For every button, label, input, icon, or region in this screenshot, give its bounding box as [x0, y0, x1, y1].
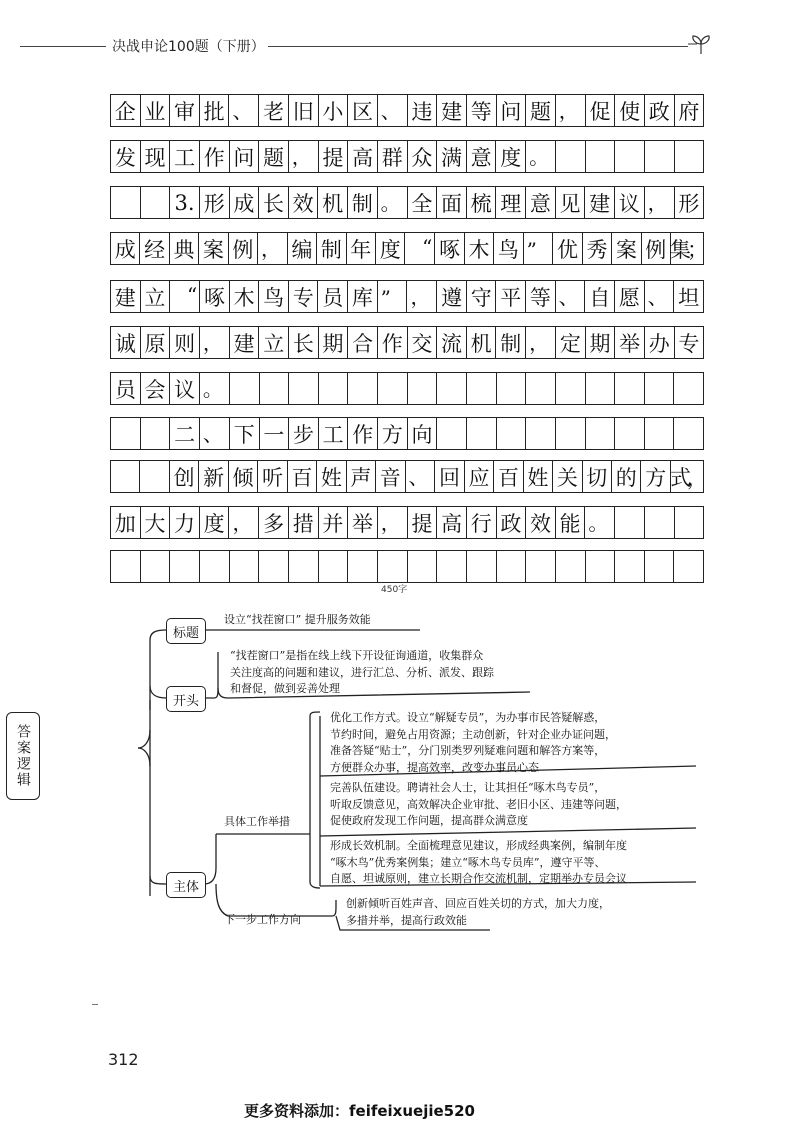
branch-intro-box: 开头: [166, 686, 206, 712]
grid-cell: [496, 372, 527, 405]
grid-cell: 诚: [110, 326, 141, 359]
grid-cell: 促: [585, 94, 616, 127]
grid-cell: 会: [140, 372, 171, 405]
grid-cell: 作: [199, 140, 230, 173]
grid-cell: [110, 460, 140, 493]
grid-cell: 提: [407, 506, 438, 539]
grid-cell: ，: [555, 94, 586, 127]
grid-cell: [614, 506, 645, 539]
grid-cell: 交: [407, 326, 438, 359]
grid-cell: 创: [169, 460, 199, 493]
grid-cell: 老: [258, 94, 289, 127]
grid-cell: 审: [169, 94, 200, 127]
grid-cell: 专: [674, 326, 705, 359]
grid-cell: 、: [228, 94, 259, 127]
grid-cell: [525, 417, 556, 450]
grid-cell: [229, 372, 260, 405]
sprout-icon: [688, 32, 714, 56]
grid-cell: 多: [258, 506, 289, 539]
grid-cell: 能: [555, 506, 586, 539]
grid-cell: [555, 550, 586, 583]
grid-cell: [466, 417, 497, 450]
grid-cell: ，: [288, 140, 319, 173]
grid-cell: 群: [377, 140, 408, 173]
grid-cell: 提: [318, 140, 349, 173]
grid-cell: 集；: [670, 232, 704, 265]
grid-cell: 方: [377, 417, 408, 450]
grid-row: [110, 326, 704, 359]
grid-cell: [555, 140, 586, 173]
grid-cell: 愿: [614, 280, 645, 313]
grid-cell: [110, 550, 141, 583]
grid-cell: 度: [199, 506, 230, 539]
grid-cell: 合: [347, 326, 378, 359]
grid-cell: 木: [464, 232, 494, 265]
grid-cell: ，: [257, 232, 288, 265]
grid-cell: [614, 372, 645, 405]
grid-cell: 长: [258, 186, 289, 219]
grid-cell: 高: [436, 506, 467, 539]
grid-cell: 流: [436, 326, 467, 359]
grid-cell: 声: [346, 460, 376, 493]
grid-row: [110, 460, 704, 493]
grid-cell: 。: [377, 186, 408, 219]
grid-cell: [140, 550, 171, 583]
grid-cell: 经: [139, 232, 169, 265]
measure-1-text: 优化工作方式。设立“解疑专员”，为办事市民答疑解惑， 节约时间，避免占用资源；主动创新，针对企业办证问题， 准备答疑“贴士”，分门别类罗列疑难问题和解答方案等， 方便群众办事，提高效率，改变办事员心态: [330, 711, 616, 774]
branch-title-box: 标题: [166, 618, 206, 644]
footer-note: 更多资料添加：feifeixuejie520: [244, 1102, 475, 1120]
grid-cell: 长: [288, 326, 319, 359]
grid-cell: [140, 417, 171, 450]
grid-cell: [585, 417, 616, 450]
grid-cell: [614, 550, 645, 583]
grid-cell: 优: [552, 232, 582, 265]
grid-cell: 建: [110, 280, 141, 313]
grid-cell: [466, 550, 497, 583]
grid-cell: 回: [434, 460, 464, 493]
grid-cell: [644, 417, 675, 450]
grid-cell: 平: [495, 280, 526, 313]
grid-cell: 建: [436, 94, 467, 127]
grid-cell: 典: [169, 232, 199, 265]
header-rule-left: [20, 46, 106, 47]
grid-cell: 步: [288, 417, 319, 450]
grid-cell: 成: [110, 232, 140, 265]
grid-cell: 见: [555, 186, 586, 219]
running-header: [0, 34, 800, 58]
grid-cell: 、: [555, 280, 586, 313]
grid-cell: 问: [496, 94, 527, 127]
grid-cell: [436, 372, 467, 405]
grid-cell: 遵: [436, 280, 467, 313]
grid-cell: 并: [318, 506, 349, 539]
grid-cell: 行: [466, 506, 497, 539]
grid-cell: 、: [405, 460, 436, 493]
grid-cell: 题: [525, 94, 556, 127]
grid-cell: ，: [406, 280, 437, 313]
grid-cell: [525, 372, 556, 405]
grid-cell: 员: [110, 372, 141, 405]
grid-cell: 则: [169, 326, 200, 359]
grid-cell: [496, 417, 527, 450]
grid-cell: 案: [198, 232, 228, 265]
grid-cell: [525, 550, 556, 583]
grid-cell: 3.: [169, 186, 200, 219]
grid-cell: [288, 372, 319, 405]
grid-cell: 违: [407, 94, 438, 127]
grid-row: [110, 506, 704, 539]
grid-cell: 效: [525, 506, 556, 539]
grid-cell: 下: [229, 417, 260, 450]
grid-cell: 制: [495, 326, 526, 359]
grid-cell: [674, 506, 705, 539]
grid-cell: 立: [258, 326, 289, 359]
grid-row: [110, 232, 704, 265]
grid-cell: 意: [466, 140, 497, 173]
grid-cell: [644, 550, 675, 583]
grid-cell: 批: [199, 94, 230, 127]
grid-cell: 举: [347, 506, 378, 539]
grid-cell: 议: [169, 372, 200, 405]
grid-cell: [169, 550, 200, 583]
grid-cell: 企: [110, 94, 141, 127]
grid-cell: [347, 550, 378, 583]
grid-cell: 案: [611, 232, 641, 265]
grid-cell: 旧: [288, 94, 319, 127]
grid-cell: [436, 550, 467, 583]
grid-cell: [673, 372, 704, 405]
grid-cell: ，: [525, 326, 556, 359]
grid-cell: 例: [228, 232, 258, 265]
grid-cell: 工: [169, 140, 200, 173]
grid-row: [110, 372, 704, 405]
grid-cell: 政: [496, 506, 527, 539]
specific-measures-label: 具体工作举措: [224, 815, 290, 828]
grid-cell: [585, 550, 616, 583]
grid-cell: 机: [466, 326, 497, 359]
grid-cell: 使: [614, 94, 645, 127]
grid-cell: ，: [377, 506, 408, 539]
grid-cell: 切: [582, 460, 612, 493]
grid-cell: 式，: [670, 460, 704, 493]
grid-cell: ”: [377, 280, 408, 313]
grid-cell: 。: [525, 140, 556, 173]
grid-cell: [140, 186, 171, 219]
grid-cell: 府: [674, 94, 705, 127]
grid-cell: 二: [169, 417, 200, 450]
grid-row: [110, 417, 704, 450]
grid-cell: 例: [641, 232, 671, 265]
grid-cell: 专: [288, 280, 319, 313]
grid-cell: 制: [347, 186, 378, 219]
grid-cell: 立: [140, 280, 171, 313]
grid-cell: ”: [523, 232, 554, 265]
grid-cell: “: [169, 280, 200, 313]
book-title: 决战申论100题（下册）: [112, 39, 265, 55]
grid-row: [110, 550, 704, 583]
grid-cell: 加: [110, 506, 141, 539]
grid-cell: [347, 372, 378, 405]
grid-cell: [673, 550, 704, 583]
next-direction-label: 下一步工作方向: [224, 913, 301, 926]
grid-cell: 力: [169, 506, 200, 539]
grid-cell: [496, 550, 527, 583]
grid-cell: [673, 417, 704, 450]
grid-cell: [644, 506, 675, 539]
grid-cell: [407, 550, 438, 583]
grid-cell: 的: [611, 460, 641, 493]
grid-cell: [555, 372, 586, 405]
grid-cell: 原: [140, 326, 171, 359]
grid-cell: ，: [199, 326, 230, 359]
grid-cell: [614, 140, 645, 173]
grid-cell: [139, 460, 169, 493]
grid-cell: ，: [644, 186, 675, 219]
title-text: 设立“找茬窗口” 提升服务效能: [224, 613, 371, 626]
grid-cell: 姓: [316, 460, 346, 493]
grid-cell: “: [404, 232, 435, 265]
grid-cell: ，: [228, 506, 259, 539]
grid-cell: 机: [317, 186, 348, 219]
grid-cell: 一: [259, 417, 290, 450]
grid-cell: 制: [316, 232, 346, 265]
grid-cell: 员: [317, 280, 348, 313]
grid-cell: 编: [287, 232, 317, 265]
grid-cell: 听: [257, 460, 287, 493]
grid-cell: [288, 550, 319, 583]
grid-cell: 鸟: [258, 280, 289, 313]
grid-cell: [258, 550, 289, 583]
grid-cell: 年: [346, 232, 376, 265]
grid-cell: 。: [584, 506, 615, 539]
grid-cell: 高: [347, 140, 378, 173]
grid-row: [110, 94, 704, 127]
grid-cell: 向: [407, 417, 438, 450]
grid-cell: 效: [288, 186, 319, 219]
grid-cell: [436, 417, 467, 450]
grid-cell: [407, 372, 438, 405]
grid-cell: 木: [229, 280, 260, 313]
grid-cell: [377, 550, 408, 583]
grid-cell: [259, 372, 290, 405]
grid-row: [110, 140, 704, 173]
grid-cell: 议: [614, 186, 645, 219]
grid-cell: 、: [377, 94, 408, 127]
grid-cell: 面: [436, 186, 467, 219]
grid-cell: 题: [258, 140, 289, 173]
grid-cell: 音: [375, 460, 405, 493]
grid-cell: [644, 372, 675, 405]
next-direction-text: 创新倾听百姓声音、回应百姓关切的方式，加大力度， 多措并举，提高行政效能: [346, 897, 610, 927]
grid-cell: 大: [140, 506, 171, 539]
grid-cell: [466, 372, 497, 405]
grid-cell: 现: [140, 140, 171, 173]
grid-cell: 理: [495, 186, 526, 219]
grid-cell: [585, 372, 616, 405]
grid-cell: [377, 372, 408, 405]
grid-cell: 区: [347, 94, 378, 127]
grid-cell: [585, 140, 616, 173]
grid-cell: [674, 140, 705, 173]
grid-cell: 形: [199, 186, 230, 219]
grid-cell: 满: [436, 140, 467, 173]
grid-cell: [229, 550, 260, 583]
grid-cell: 举: [614, 326, 645, 359]
grid-cell: 、: [644, 280, 675, 313]
grid-cell: [110, 417, 141, 450]
word-count: 450字: [381, 585, 408, 595]
grid-cell: [614, 417, 645, 450]
grid-cell: 全: [407, 186, 438, 219]
grid-row: [110, 280, 704, 313]
branch-body-box: 主体: [166, 872, 206, 898]
grid-cell: 定: [555, 326, 586, 359]
grid-cell: 守: [466, 280, 497, 313]
answer-logic-root: 答案逻辑: [6, 712, 40, 800]
grid-cell: [110, 186, 141, 219]
grid-cell: 成: [229, 186, 260, 219]
grid-cell: 期: [318, 326, 349, 359]
grid-cell: 问: [229, 140, 260, 173]
grid-cell: [318, 550, 349, 583]
grid-cell: 众: [407, 140, 438, 173]
grid-cell: 坦: [673, 280, 704, 313]
grid-cell: 百: [493, 460, 523, 493]
grid-cell: 度: [375, 232, 405, 265]
margin-tick: [92, 1004, 98, 1005]
grid-cell: 形: [674, 186, 705, 219]
grid-cell: 建: [229, 326, 260, 359]
grid-cell: 等: [525, 280, 556, 313]
grid-cell: [644, 140, 675, 173]
grid-cell: 政: [644, 94, 675, 127]
grid-cell: 工: [318, 417, 349, 450]
grid-cell: 倾: [228, 460, 258, 493]
intro-text: “找茬窗口”是指在线上线下开设征询通道，收集群众 关注度高的问题和建议，进行汇总、分析、派发、跟踪 和督促，做到妥善处理: [230, 649, 494, 695]
grid-cell: 小: [318, 94, 349, 127]
grid-cell: 百: [287, 460, 317, 493]
grid-cell: 姓: [523, 460, 553, 493]
grid-cell: 作: [347, 417, 378, 450]
grid-cell: 办: [644, 326, 675, 359]
grid-cell: 作: [377, 326, 408, 359]
grid-cell: [555, 417, 586, 450]
grid-cell: 等: [466, 94, 497, 127]
grid-cell: 发: [110, 140, 141, 173]
grid-cell: 库: [347, 280, 378, 313]
grid-cell: 啄: [199, 280, 230, 313]
page-number: 312: [108, 1050, 139, 1069]
measure-2-text: 完善队伍建设。聘请社会人士，让其担任“啄木鸟专员”， 听取反馈意见，高效解决企业审批、老旧小区、违建等问题， 促使政府发现工作问题，提高群众满意度: [330, 781, 627, 827]
grid-cell: 梳: [466, 186, 497, 219]
header-rule-right: [268, 46, 688, 47]
grid-cell: 。: [199, 372, 230, 405]
grid-cell: 鸟: [493, 232, 523, 265]
grid-cell: 自: [584, 280, 615, 313]
grid-cell: 啄: [434, 232, 464, 265]
grid-cell: 度: [495, 140, 526, 173]
measure-3-text: 形成长效机制。全面梳理意见建议，形成经典案例，编制年度 “啄木鸟”优秀案例集；建立“啄木鸟专员库”，遵守平等、 自愿、坦诚原则，建立长期合作交流机制，定期举办专员会议: [330, 839, 627, 885]
grid-cell: 应: [464, 460, 494, 493]
grid-cell: 秀: [582, 232, 612, 265]
grid-cell: [318, 372, 349, 405]
grid-cell: 建: [584, 186, 615, 219]
grid-cell: [199, 550, 230, 583]
grid-cell: 关: [552, 460, 582, 493]
grid-cell: 、: [199, 417, 230, 450]
grid-cell: 意: [525, 186, 556, 219]
grid-cell: 方: [640, 460, 670, 493]
grid-cell: 新: [198, 460, 228, 493]
grid-cell: 措: [288, 506, 319, 539]
grid-cell: 业: [140, 94, 171, 127]
grid-cell: 期: [585, 326, 616, 359]
grid-row: [110, 186, 704, 219]
answer-logic-diagram: [110, 600, 710, 940]
